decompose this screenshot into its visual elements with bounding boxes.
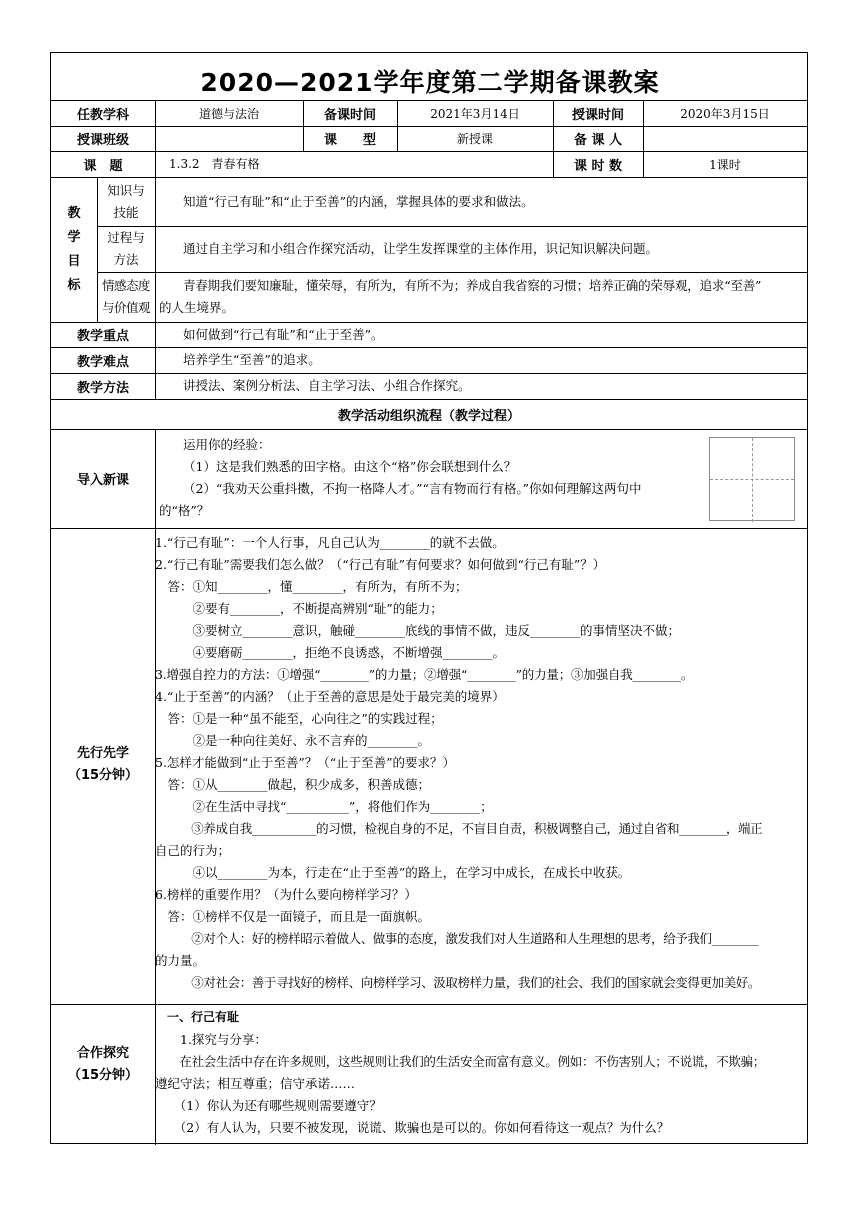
objective-knowledge-text: 知道“行己有耻”和“止于至善”的内涵，掌握具体的要求和做法。 (183, 194, 534, 209)
objective-knowledge-label: 知识与 技能 (107, 183, 145, 220)
topic-label: 课 题 (83, 158, 123, 174)
topic-value: 1.3.2 青春有格 (169, 157, 260, 171)
preview-line: 3.增强自控力的方法：①增强“________”的力量；②增强“________”的力量；③加强自我________。 (155, 667, 694, 682)
preview-line: 答：①榜样不仅是一面镜子，而且是一面旗帜。 (155, 909, 431, 924)
preview-duration: （15分钟） (67, 768, 139, 783)
explore-label: 合作探究 (76, 1046, 129, 1061)
intro-line-2: （1）这是我们熟悉的田字格。由这个“格”你会联想到什么？ (183, 459, 517, 474)
preview-line: 自己的行为； (155, 843, 231, 858)
type-value: 新授课 (456, 132, 493, 146)
explore-line: 一、行己有耻 (155, 1010, 240, 1024)
teach-time-label: 授课时间 (571, 107, 624, 123)
explore-line: 遵纪守法；相互尊重；信守承诺…… (155, 1076, 356, 1091)
type-label: 课 型 (323, 133, 376, 148)
preview-line: ③要树立________意识，触碰________底线的事情不做，违反________的事情坚决不做； (155, 623, 681, 638)
preview-line: 2.“行己有耻”需要我们怎么做？（“行己有耻”有何要求？如何做到“行己有耻”？） (155, 557, 606, 572)
prep-time-label: 备课时间 (323, 107, 376, 123)
objective-values-text-2: 的人生境界。 (159, 300, 235, 315)
class-value (155, 126, 303, 151)
subject-label: 任教学科 (76, 107, 129, 123)
difficulty-label: 教学难点 (76, 354, 129, 370)
explore-line: 在社会生活中存在许多规则，这些规则让我们的生活安全而富有意义。例如：不伤害别人；不说谎，不欺骗； (155, 1054, 766, 1069)
hours-label: 课 时 数 (573, 158, 623, 174)
objectives-label: 教 学 目 标 (67, 205, 81, 293)
explore-duration: （15分钟） (67, 1068, 139, 1083)
preview-line: ③对社会：善于寻找好的榜样、向榜样学习、汲取榜样力量，我们的社会、我们的国家就会变得更加美好。 (155, 975, 761, 990)
intro-line-1: 运用你的经验： (183, 437, 271, 452)
objective-process-text: 通过自主学习和小组合作探究活动，让学生发挥课堂的主体作用，识记知识解决问题。 (183, 241, 659, 256)
preview-label: 先行先学 (76, 746, 129, 761)
preview-line: 答：①从________做起，积少成多，积善成德； (155, 777, 431, 792)
objective-values-text-1: 青春期我们要知廉耻，懂荣辱，有所为，有所不为；养成自我省察的习惯；培养正确的荣辱观，追求“至善” (183, 278, 762, 293)
preview-line: ②是一种向往美好、永不言弃的________。 (155, 733, 431, 748)
intro-label: 导入新课 (76, 473, 129, 488)
preview-line: 1.“行己有耻”：一个人行事，凡自己认为________的就不去做。 (155, 535, 505, 550)
objective-process-label: 过程与 方法 (107, 230, 145, 267)
preview-line: 5.怎样才能做到“止于至善”？（“止于至善”的要求？） (155, 755, 455, 770)
preview-line: 答：①知________，懂________，有所为，有所不为； (155, 579, 468, 594)
preview-line: ②对个人：好的榜样昭示着做人、做事的态度，激发我们对人生道路和人生理想的思考，给予我们________ (155, 931, 759, 946)
explore-line: 1.探究与分享： (155, 1032, 267, 1047)
explore-line: （2）有人认为，只要不被发现，说谎、欺骗也是可以的。你如何看待这一观点？为什么？ (155, 1120, 670, 1135)
class-label: 授课班级 (76, 133, 129, 148)
explore-line: （1）你认为还有哪些规则需要遵守？ (155, 1098, 382, 1113)
subject-value: 道德与法治 (198, 106, 259, 121)
difficulty-text: 培养学生“至善”的追求。 (183, 352, 321, 367)
preview-label-block (51, 743, 155, 787)
preview-line: 的力量。 (155, 953, 206, 968)
hours-value: 1课时 (709, 157, 741, 172)
method-label: 教学方法 (76, 380, 129, 396)
preview-line: ②要有________，不断提高辨别“耻”的能力； (155, 601, 443, 616)
preview-line: ②在生活中寻找“__________”，将他们作为________； (155, 799, 493, 814)
preview-line: 答：①是一种“虽不能至，心向往之”的实践过程； (155, 711, 443, 726)
method-text: 讲授法、案例分析法、自主学习法、小组合作探究。 (183, 378, 471, 393)
preparer-value (643, 126, 807, 151)
document-title: 2020—2021学年度第二学期备课教案 (200, 68, 660, 97)
preview-line: ③养成自我___________的习惯，检视自身的不足，不盲目自责，积极调整自己，通过自省和________，端正 (155, 821, 763, 836)
key-point-label: 教学重点 (76, 329, 129, 344)
preview-line: 6.榜样的重要作用？（为什么要向榜样学习？） (155, 887, 417, 902)
preparer-label: 备 课 人 (573, 133, 623, 148)
intro-line-4: 的“格”？ (159, 503, 210, 518)
process-header: 教学活动组织流程（教学过程） (337, 408, 520, 424)
preview-line: ④要磨砺________，拒绝不良诱惑，不断增强________。 (155, 645, 506, 660)
prep-time-value: 2021年3月14日 (430, 106, 520, 121)
objective-values-label: 情感态度 与价值观 (101, 278, 150, 315)
preview-line: 4.“止于至善”的内涵？（止于至善的意思是处于最完美的境界） (155, 689, 505, 704)
lesson-plan-table (50, 52, 808, 1144)
teach-time-value: 2020年3月15日 (680, 106, 770, 121)
preview-line: ④以________为本，行走在“止于至善”的路上，在学习中成长，在成长中收获。 (155, 865, 631, 880)
key-point-text: 如何做到“行己有耻”和“止于至善”。 (183, 327, 384, 342)
explore-label-block (51, 1043, 155, 1087)
intro-line-3: （2）“我劝天公重抖擞，不拘一格降人才。”“言有物而行有格。”你如何理解这两句中 (183, 481, 642, 496)
tianzige-grid-image (709, 437, 795, 521)
